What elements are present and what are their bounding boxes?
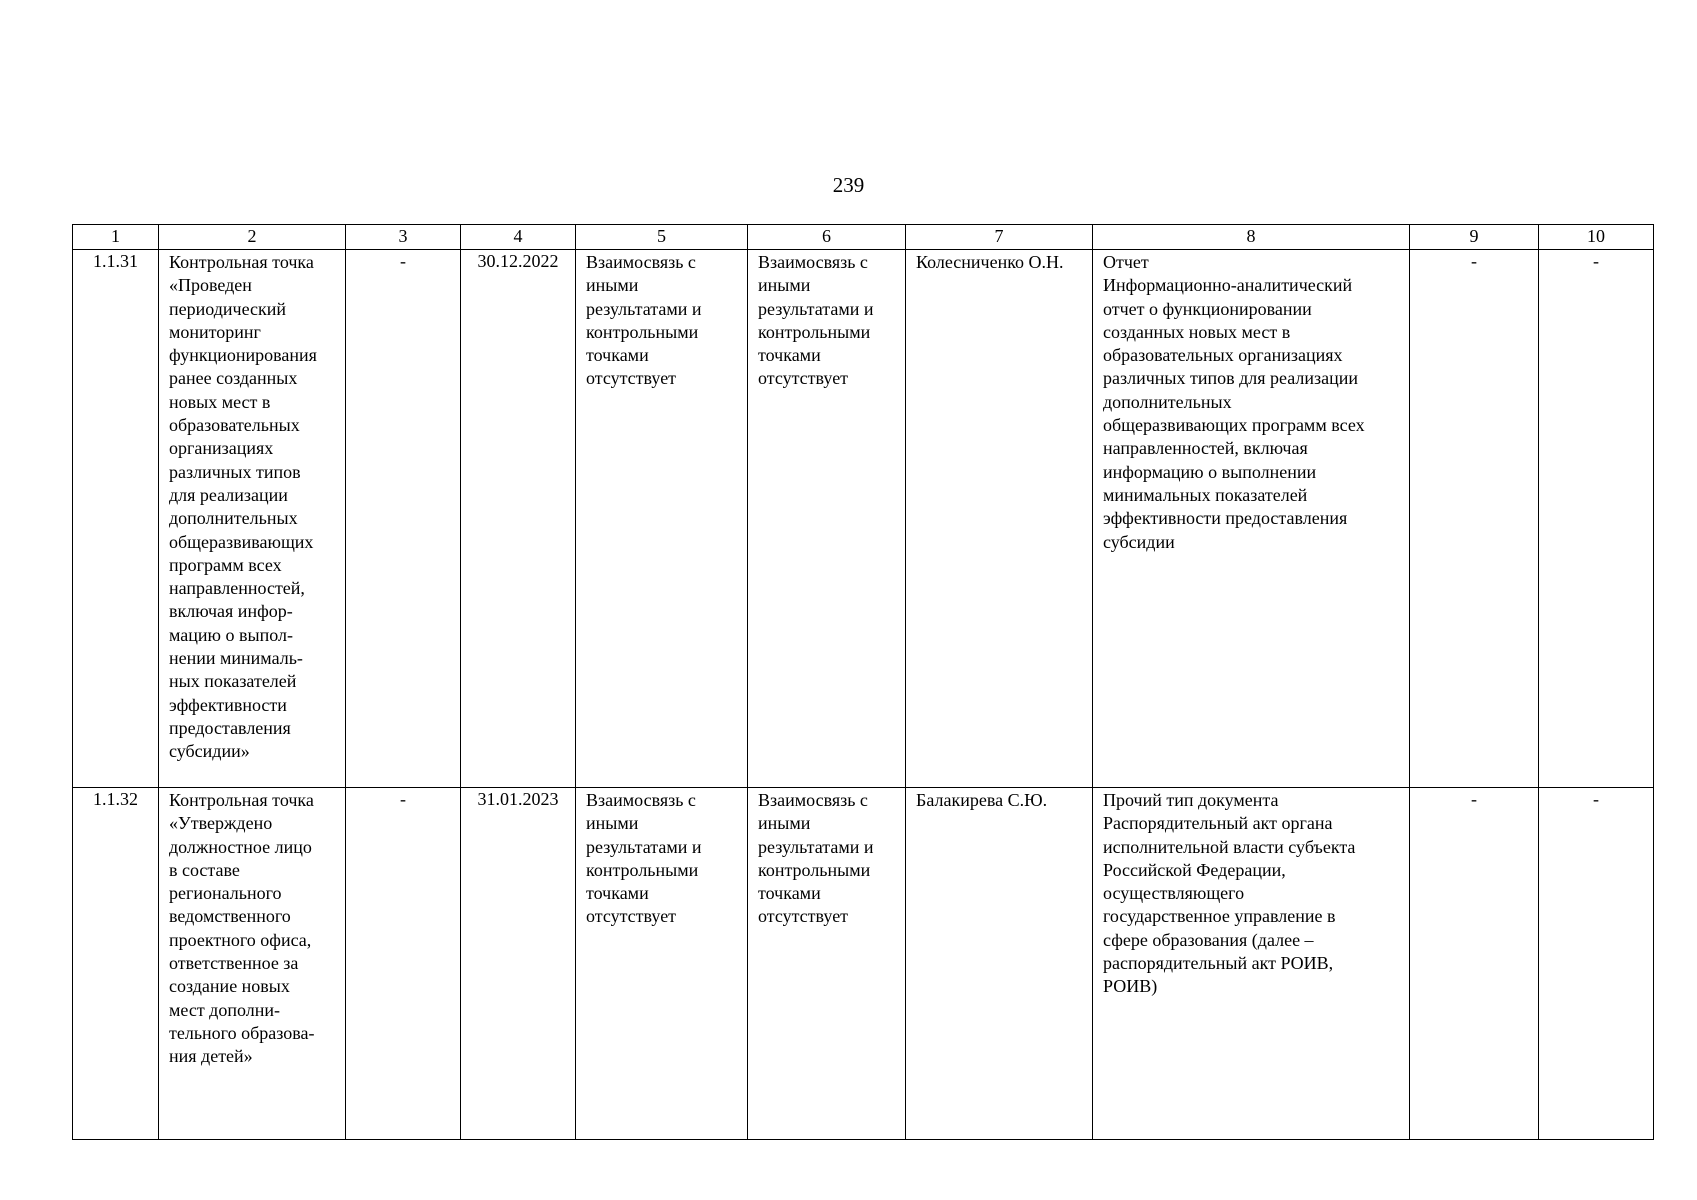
column-header-10: 10 — [1539, 225, 1654, 250]
column-header-8: 8 — [1093, 225, 1410, 250]
responsible-person: Колесниченко О.Н. — [906, 250, 1093, 788]
column-header-7: 7 — [906, 225, 1093, 250]
document-type: Отчет Информационно-аналитический отчет о функционировании созданных новых мест в образовательных организациях различных типов для реализации дополнительных общеразвивающих программ всех направленностей, включая информацию о выполнении минимальных показателей эффективности предоставления субсидии — [1093, 250, 1410, 788]
column-9-value: - — [1410, 250, 1539, 788]
table-row — [73, 788, 1654, 1140]
relation-points: Взаимосвязь с иными результатами и контрольными точками отсутствует — [748, 250, 906, 788]
due-date: 30.12.2022 — [461, 250, 576, 788]
column-9-value: - — [1410, 788, 1539, 1140]
document-table — [72, 224, 1654, 1140]
control-point-name: Контрольная точка «Проведен периодический мониторинг функционирования ранее созданных новых мест в образовательных организациях различных типов для реализации дополнительных общеразвивающих программ всех направленностей, включая инфор- мацию о выпол- нении минималь- ных показателей эффективности предоставления субсидии» — [159, 250, 346, 788]
column-header-3: 3 — [346, 225, 461, 250]
column-header-1: 1 — [73, 225, 159, 250]
table-row — [73, 250, 1654, 788]
document-type: Прочий тип документа Распорядительный акт органа исполнительной власти субъекта Российской Федерации, осуществляющего государственное управление в сфере образования (далее – распорядительный акт РОИВ, РОИВ) — [1093, 788, 1410, 1140]
column-header-5: 5 — [576, 225, 748, 250]
table-header-row — [73, 225, 1654, 250]
due-date: 31.01.2023 — [461, 788, 576, 1140]
page-number: 239 — [832, 173, 865, 197]
column-header-2: 2 — [159, 225, 346, 250]
column-header-9: 9 — [1410, 225, 1539, 250]
column-10-value: - — [1539, 250, 1654, 788]
column-header-6: 6 — [748, 225, 906, 250]
responsible-person: Балакирева С.Ю. — [906, 788, 1093, 1140]
relation-points: Взаимосвязь с иными результатами и контрольными точками отсутствует — [748, 788, 906, 1140]
column-10-value: - — [1539, 788, 1654, 1140]
row-number: 1.1.31 — [73, 250, 159, 788]
control-point-name: Контрольная точка «Утверждено должностное лицо в составе регионального ведомственного проектного офиса, ответственное за создание новых мест дополни- тельного образова- ния детей» — [159, 788, 346, 1140]
column-header-4: 4 — [461, 225, 576, 250]
row-number: 1.1.32 — [73, 788, 159, 1140]
relation-results: Взаимосвязь с иными результатами и контрольными точками отсутствует — [576, 250, 748, 788]
column-3-value: - — [346, 250, 461, 788]
relation-results: Взаимосвязь с иными результатами и контрольными точками отсутствует — [576, 788, 748, 1140]
column-3-value: - — [346, 788, 461, 1140]
